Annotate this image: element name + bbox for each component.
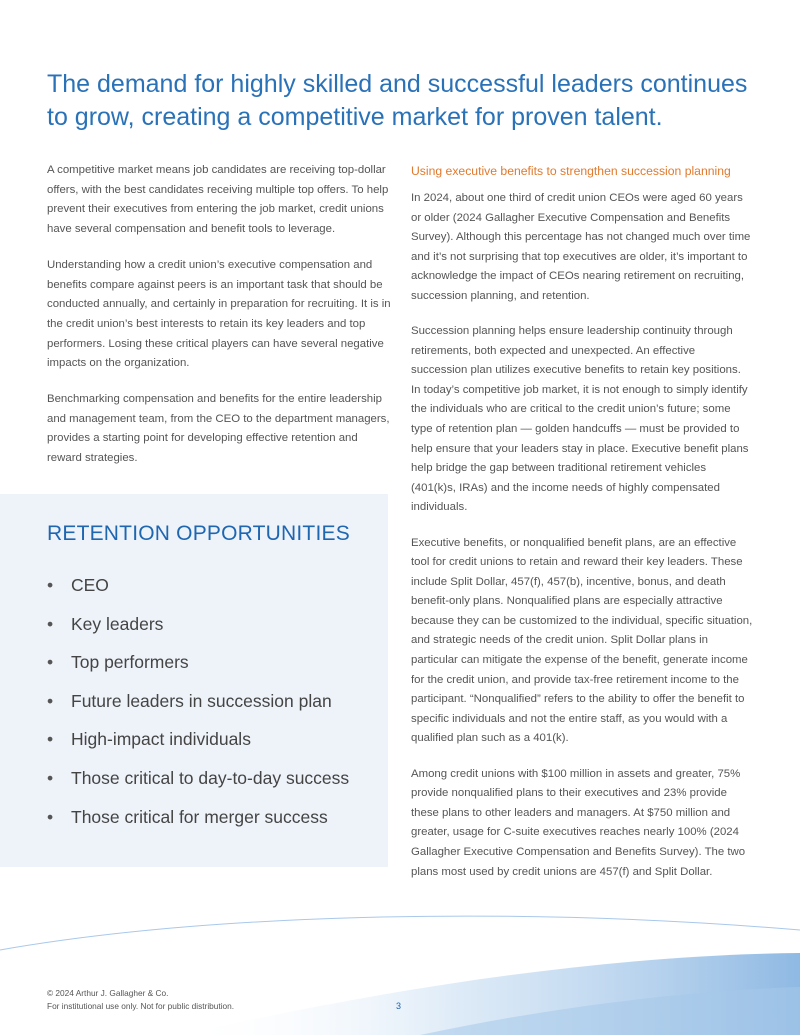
section-heading: Using executive benefits to strengthen succession planning — [411, 164, 731, 178]
bullet-icon: • — [47, 806, 54, 827]
list-item: • Top performers — [47, 643, 349, 682]
footer — [47, 987, 234, 1013]
bullet-icon: • — [47, 575, 54, 595]
bullet-icon: • — [47, 767, 54, 788]
page-headline: The demand for highly skilled and successful leaders continues to grow, creating a competitive market for proven talent. — [47, 70, 748, 131]
list-item: • Those critical to day-to-day success — [47, 759, 349, 798]
page-number: 3 — [396, 1001, 402, 1011]
list-item: • Key leaders — [47, 605, 349, 644]
decorative-wave-graphic — [0, 905, 800, 1035]
footer-copyright: © 2024 Arthur J. Gallagher & Co. — [47, 988, 169, 998]
bullet-icon: • — [47, 652, 54, 673]
left-column — [47, 161, 392, 485]
list-item: • Future leaders in succession plan — [47, 682, 349, 721]
bullet-icon: • — [47, 690, 54, 711]
retention-title: RETENTION OPPORTUNITIES — [47, 522, 350, 545]
retention-opportunities-box — [0, 494, 388, 867]
body-paragraph-1: In 2024, about one third of credit union CEOs were aged 60 years or older (2024 Gallagher Executive Compensation and Benefits Survey). Although this percentage has not changed much over time and it’s not surprising that top executives are older, it’s important to acknowledge the impact of CEOs nearing retirement on recruiting, succession planning, and retention. — [411, 192, 751, 302]
intro-paragraph-3: Benchmarking compensation and benefits for the entire leadership and management team, from the CEO to the department managers, provides a starting point for developing effective retention and reward strategies. — [47, 393, 390, 465]
bullet-icon: • — [47, 729, 54, 750]
list-item: • High-impact individuals — [47, 720, 349, 759]
list-item: • CEO — [47, 566, 349, 605]
body-paragraph-2: Succession planning helps ensure leadership continuity through retirements, both expected and unexpected. An effective succession plan utilizes executive benefits to retain key positions. In today’s competitive job market, it is not enough to simply identify the individuals who are critical to the credit union’s future; some type of retention plan — golden handcuffs — must be provided to help ensure that your leaders stay in place. Executive benefit plans help bridge the gap between traditional retirement vehicles (401(k)s, IRAs) and the income needs of highly compensated individuals. — [411, 325, 749, 514]
intro-paragraph-1: A competitive market means job candidates are receiving top-dollar offers, with the best candidates receiving multiple top offers. To help prevent their executives from entering the job market, credit unions have several compensation and benefit tools to leverage. — [47, 164, 389, 236]
list-item: • Those critical for merger success — [47, 798, 349, 837]
wave-line — [0, 916, 800, 950]
footer-notice: For institutional use only. Not for public distribution. — [47, 1001, 235, 1011]
intro-paragraph-2: Understanding how a credit union’s executive compensation and benefits compare against peers is an important task that should be conducted annually, and certainly in preparation for recruiting. It is in the credit union’s best interests to retain its key leaders and top performers. Losing these critical players can have several negative impacts on the organization. — [47, 258, 391, 370]
retention-list — [47, 566, 349, 836]
right-column — [411, 161, 753, 898]
body-paragraph-4: Among credit unions with $100 million in assets and greater, 75% provide nonqualified plans to their executives and 23% provide these plans to other leaders and managers. At $750 million and greater, usage for C-suite executives reaches nearly 100% (2024 Gallagher Executive Compensation and Benefits Survey). The two plans most used by credit unions are 457(f) and Split Dollar. — [411, 767, 746, 878]
bullet-icon: • — [47, 613, 54, 634]
body-paragraph-3: Executive benefits, or nonqualified benefit plans, are an effective tool for credit unions to retain and reward their key leaders. These include Split Dollar, 457(f), 457(b), incentive, bonus, and death benefit-only plans. Nonqualified plans are especially attractive because they can be customized to the individual, specific situation, and strategic needs of the credit union. Split Dollar plans in particular can mitigate the expense of the benefit, generate income for the credit union, and provide tax-free retirement income to the participant. “Nonqualified” refers to the ability to offer the benefit to specific individuals and not the entire staff, as you would with a qualified plan such as a 401(k). — [411, 536, 753, 745]
